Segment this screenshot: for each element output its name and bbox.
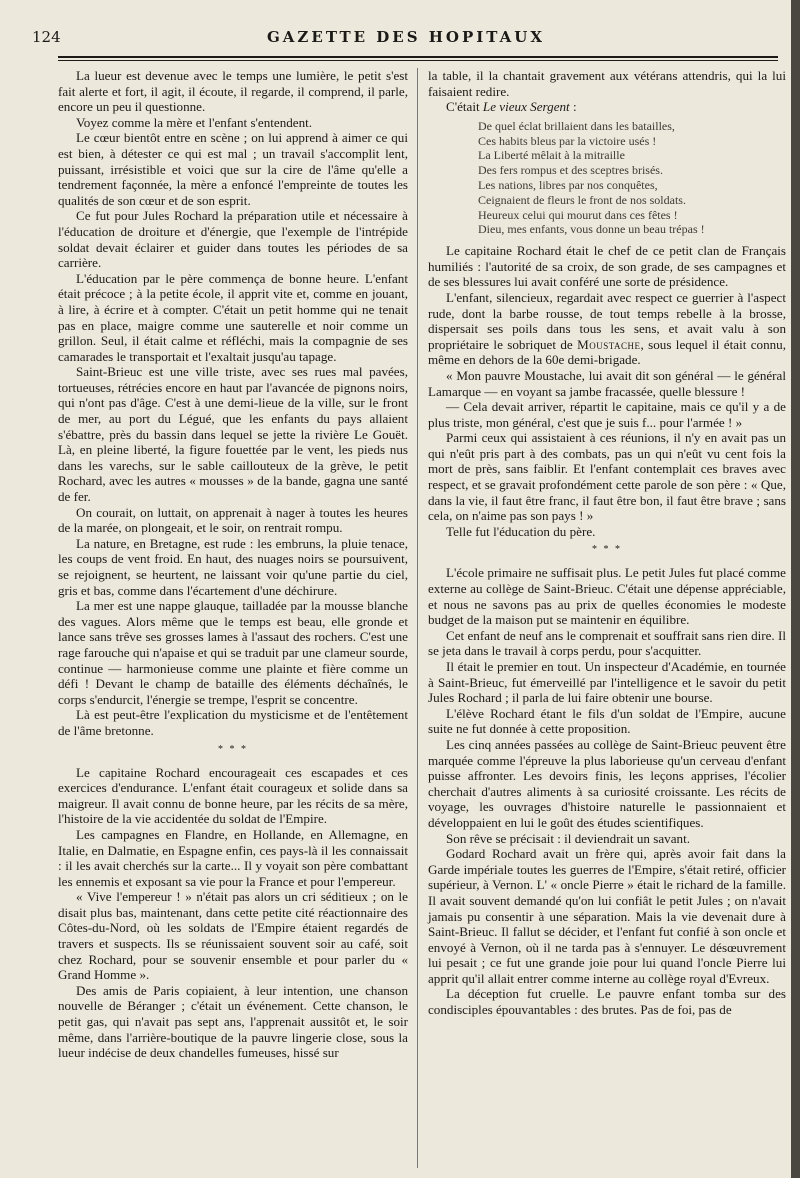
poem-line: De quel éclat brillaient dans les batailles, [478,118,675,133]
section-separator-stars: * * * [592,544,622,556]
paragraph: « Vive l'empereur ! » n'était pas alors un cri séditieux ; on le disait plus bas, maintenant, dans cette petite cité réactionnaire des Côtes-du-Nord, où les soldats de l'Empire étaient regardés de travers et suspects. Ils se réunissaient souvent soir au café, soit chez Rochard, pour se souvenir ensemble et pour parler du « Grand Homme ». [58,889,408,983]
paragraph: Cet enfant de neuf ans le comprenait et souffrait sans rien dire. Il se jeta dans le travail à corps perdu, pour s'acquitter. [428,627,786,659]
publication-title: GAZETTE DES HOPITAUX [266,28,545,46]
paragraph: Il était le premier en tout. Un inspecteur d'Académie, en tournée à Saint-Brieuc, fut émerveillé par l'intelligence et le savoir du petit Jules Rochard ; il parla de lui faire obtenir une bourse. [428,659,786,706]
paragraph-text: , sous lequel il était connu, même en dehors de la 60e demi-brigade. [428,336,786,368]
column-divider [417,68,418,1168]
paragraph: Son rêve se précisait : il deviendrait un savant. [446,830,690,846]
poem-line: Ces habits bleus par la victoire usés ! [478,133,657,148]
header-rule [58,56,778,58]
poem-intro [428,99,786,115]
paragraph: Le cœur bientôt entre en scène ; on lui apprend à aimer ce qui est bien, à détester ce qui est mal ; un travail s'accomplit lent, puissant, irrésistible et voici que sur la cire de l'âme qu'elle a tendrement façonnée, la mère a enfoncé l'empreinte de toutes les qualités de son cœur et de son esprit. [58,130,408,208]
paragraph: On courait, on luttait, on apprenait à nager à toutes les heures de la marée, on plongeait, et le soir, on rentrait rompu. [58,504,408,536]
poem-line: Des fers rompus et des sceptres brisés. [478,163,663,178]
paragraph: — Cela devait arriver, répartit le capitaine, mais ce qu'il y a de plus triste, mon général, c'est que je suis f... pour l'armée ! » [428,399,786,430]
poem-line: Dieu, mes enfants, vous donne un beau trépas ! [478,222,705,237]
header-rule-thin [58,60,778,61]
poem-line: Les nations, libres par nos conquêtes, [478,177,658,192]
paragraph: La mer est une nappe glauque, tailladée par la mousse blanche des vagues. Alors même que le temps est beau, elle gronde et lance sans trêve ses grosses lames à l'assaut des rochers. C'est une rage farouche qui n'apaise et qui se traduit par une clameur sourde, continue — harmonieuse comme une plainte et fière comme un défi ! Devant le champ de bataille des éléments déchaînés, le corps s'endurcit, l'énergie se trempe, l'esprit se concentre. [58,598,408,707]
paragraph: La lueur est devenue avec le temps une lumière, le petit s'est fait alerte et fort, il agit, il écoute, il regarde, il comprend, il parle, encore un peu il questionne. [58,68,408,115]
page-binding-edge [791,0,800,1178]
paragraph: Des amis de Paris copiaient, à leur intention, une chanson nouvelle de Béranger ; c'était un événement. Cette chanson, le petit gas, qui n'avait pas sept ans, l'apprenait aussitôt et, le soir même, dans l'arrière-boutique de la pauvre lingerie close, sous la lueur indécise de deux chandelles fumeuses, hissé sur [58,982,408,1061]
poem-block [478,119,786,237]
paragraph: Là est peut-être l'explication du mysticisme et de l'entêtement de l'âme bretonne. [58,707,408,738]
paragraph: L'école primaire ne suffisait plus. Le petit Jules fut placé comme externe au collège de Saint-Brieuc. C'était une dépense appréciable, et nous ne savons pas au prix de quelles économies le modeste budget de la maison put se maintenir en équilibre. [428,565,786,628]
paragraph: Ce fut pour Jules Rochard la préparation utile et nécessaire à l'éducation de droiture et d'énergie, que l'exemple de l'intrépide soldat devait éclairer et guider dans toutes les périodes de sa carrière. [58,208,408,271]
right-column [428,68,786,1018]
poem-intro-text: C'était [446,99,480,115]
poem-title: Le vieux Sergent [482,99,570,115]
paragraph: Godard Rochard avait un frère qui, après avoir fait dans la Garde impériale toutes les guerres de l'Empire, s'était retiré, officier supérieur, à Vernon. L' « oncle Pierre » était le richard de la famille. Il avait souvent demandé qu'on lui confiât le petit Jules ; on n'avait jamais pu consentir à une séparation. Mais la vie devenait dure à Saint-Brieuc. Il fallut se décider, et l'enfant fut confié à son oncle et envoyé à Vernon, où il ne tarda pas à s'ennuyer. Le désœuvrement lui pesait ; ce fut une grande joie pour lui quand l'oncle Pierre lui apprit qu'il allait entrer comme interne au collège royal d'Evreux. [428,846,786,986]
paragraph: Telle fut l'éducation du père. [446,523,596,539]
paragraph: L'élève Rochard étant le fils d'un soldat de l'Empire, aucune suite ne fut donnée à cette proposition. [428,705,786,737]
left-column [58,68,408,1061]
poem-intro-colon: : [569,99,577,115]
page-number: 124 [32,28,61,46]
page-header [30,26,782,52]
paragraph: Les cinq années passées au collège de Saint-Brieuc peuvent être marquée comme l'épreuve la plus laborieuse qu'un cerveau d'enfant puisse affronter. Les devoirs finis, les leçons apprises, l'écolier cherchait d'autres aliments à sa curiosité croissante. Les récits de voyage, les ouvrages d'histoire naturelle le passionnaient et développaient en lui le goût des études scientifiques. [428,736,786,830]
paragraph: Parmi ceux qui assistaient à ces réunions, il n'y en avait pas un qui n'eût pris part à des combats, pas un qui n'eût vu cent fois la mort de près, sans faiblir. Et l'enfant contemplait ces braves avec respect, et se gravait profondément cette parole de son père : « Que, dans la vie, il faut être franc, il faut être bon, il faut être brave ; sans cela, on n'aime pas son pays ! » [428,430,786,524]
paragraph: La déception fut cruelle. Le pauvre enfant tomba sur des condisciples épouvantables : des brutes. Pas de foi, pas de [428,986,786,1018]
paragraph: La nature, en Bretagne, est rude : les embruns, la pluie tenace, les coups de vent froid. En haut, des nuages noirs se poursuivent, se rejoignent, se heurtent, ne laissant voir qu'une partie du ciel, gris et bas, comme dans l'écartement d'une déchirure. [58,535,408,598]
paragraph-text: L'enfant, silencieux, regardait avec respect ce guerrier à l'aspect rude, dont la barbe rousse, de tout temps rebelle à la brosse, dispersait ses poils dans tous les sens, et avait valu à son propriétaire le sobriquet de [428,289,786,352]
poem-line: La Liberté mêlait à la mitraille [478,148,625,163]
section-separator-stars: * * * [218,743,248,755]
paragraph-continuation: la table, il la chantait gravement aux vétérans attendris, qui la lui faisaient redire. [428,68,786,99]
paragraph: Les campagnes en Flandre, en Hollande, en Allemagne, en Italie, en Dalmatie, en Espagne enfin, ces pays-là il les connaissait : il les avait cherchés sur la carte... Il y voyait son père combattant les ennemis et exposant sa vie pour la France et pour l'empereur. [58,826,408,889]
paragraph: L'éducation par le père commença de bonne heure. L'enfant était précoce ; à la petite école, il apprit vite et, comme en jouant, à lire, à écrire et à compter. C'était un petit homme qui ne tenait pas en place, maigre comme une sauterelle et noir comme un grillon. Seul, il était calme et réfléchi, mais la compagnie de ses camarades le transportait et l'exaltait jusqu'au tapage. [58,270,408,364]
paragraph: Voyez comme la mère et l'enfant s'entendent. [76,114,313,130]
paragraph [428,290,786,368]
poem-line: Ceignaient de fleurs le front de nos soldats. [478,192,686,207]
paragraph: « Mon pauvre Moustache, lui avait dit son général — le général Lamarque — en voyant sa jambe fracassée, quelle blessure ! [428,367,786,399]
poem-line: Heureux celui qui mourut dans ces fêtes ! [478,207,678,222]
paragraph: Le capitaine Rochard était le chef de ce petit clan de Français humiliés : l'autorité de sa croix, de son grade, de ses campagnes et de ses blessures lui avait conféré une sorte de présidence. [428,243,786,290]
paragraph: Le capitaine Rochard encourageait ces escapades et ces exercices d'endurance. L'enfant était courageux et solide dans sa maigreur. Il avait connu de bonne heure, par les récits de sa mère, l'histoire de la vie accidentée du soldat de l'Empire. [58,764,408,827]
paragraph: Saint-Brieuc est une ville triste, avec ses rues mal pavées, tortueuses, rétrécies encore en haut par l'avancée de pignons noirs, qui n'ont pas d'âge. C'est à une demi-lieue de la ville, sur le front de mer, au port du Légué, que les enfants du pays allaient s'ébattre, près du bassin dans lequel se jette la rivière Le Gouët. Là, en pleine liberté, la figure fouettée par le vent, les pieds nus dans les varechs, sur le sable caillouteux de la grève, le petit Rochard, avec les autres « mousses » de la bande, gagna une santé de fer. [58,364,408,505]
nickname-smallcaps: Moustache [577,336,641,352]
